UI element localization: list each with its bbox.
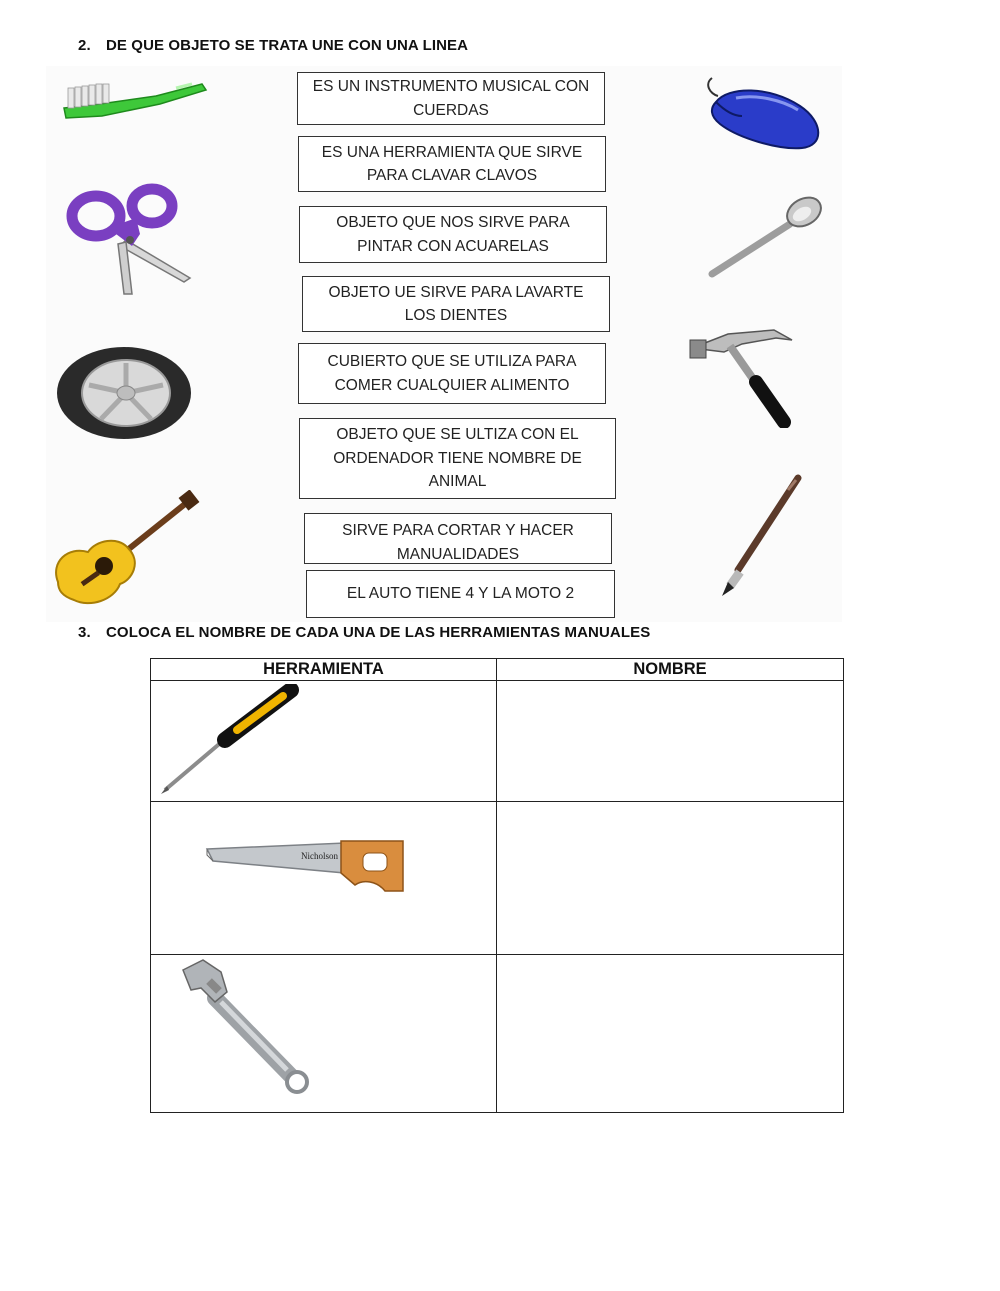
clue-text: OBJETO QUE SE ULTIZA CON EL ORDENADOR TIENE NOMBRE DE ANIMAL [333,426,582,491]
table-row [151,802,844,955]
clue-box[interactable] [299,418,616,499]
tool-name-cell[interactable] [497,955,844,1113]
clue-text: ES UNA HERRAMIENTA QUE SIRVE PARA CLAVAR CLAVOS [321,143,583,184]
clue-text: ES UN INSTRUMENTO MUSICAL CON CUERDAS [312,78,590,119]
clue-text: OBJETO UE SIRVE PARA LAVARTE LOS DIENTES [328,283,584,324]
saw-brand-label: Nicholson [301,850,338,861]
header-nombre: NOMBRE [497,659,844,681]
spoon-image[interactable] [706,194,826,280]
guitar-icon [50,490,200,608]
screwdriver-icon [159,684,309,796]
section-3-number: 3. [78,624,91,641]
tools-table [150,658,844,1113]
tire-icon [55,345,193,441]
clue-box[interactable] [297,72,605,125]
computer-mouse-image[interactable] [702,76,824,152]
scissors-icon [66,182,196,298]
table-row [151,955,844,1113]
guitar-image[interactable] [50,490,200,608]
clue-box[interactable] [302,276,610,332]
tire-image[interactable] [55,345,193,441]
clue-text: EL AUTO TIENE 4 Y LA MOTO 2 [346,585,575,603]
clue-text: OBJETO QUE NOS SIRVE PARA PINTAR CON ACUARELAS [336,214,570,255]
clue-box[interactable] [306,570,615,618]
section-3-title: COLOCA EL NOMBRE DE CADA UNA DE LAS HERRAMIENTAS MANUALES [106,624,651,641]
section-2-number: 2. [78,37,91,54]
spoon-icon [706,194,826,280]
paintbrush-icon [718,474,808,598]
table-header-row [151,659,844,681]
adjustable-wrench-icon [177,958,317,1098]
tool-image-cell [151,955,497,1113]
tool-name-cell[interactable] [497,802,844,955]
tool-image-cell [151,681,497,802]
tool-name-cell[interactable] [497,681,844,802]
tool-image-cell [151,802,497,955]
clue-box[interactable] [304,513,612,564]
clue-box[interactable] [298,136,606,192]
toothbrush-image[interactable] [60,74,210,124]
scissors-image[interactable] [66,182,196,298]
clue-text: CUBIERTO QUE SE UTILIZA PARA COMER CUALQUIER ALIMENTO [327,353,577,394]
paintbrush-image[interactable] [718,474,808,598]
clue-box[interactable] [298,343,606,404]
computer-mouse-icon [702,76,824,152]
section-2-heading [78,37,468,54]
section-3-heading [78,624,650,641]
hammer-icon [688,326,798,428]
toothbrush-icon [60,74,210,124]
header-herramienta: HERRAMIENTA [151,659,497,681]
hand-saw-icon [205,839,415,899]
clue-text: SIRVE PARA CORTAR Y HACER MANUALIDADES [342,522,574,563]
clue-box[interactable] [299,206,607,263]
section-2-title: DE QUE OBJETO SE TRATA UNE CON UNA LINEA [106,37,469,54]
table-row [151,681,844,802]
hammer-image[interactable] [688,326,798,428]
